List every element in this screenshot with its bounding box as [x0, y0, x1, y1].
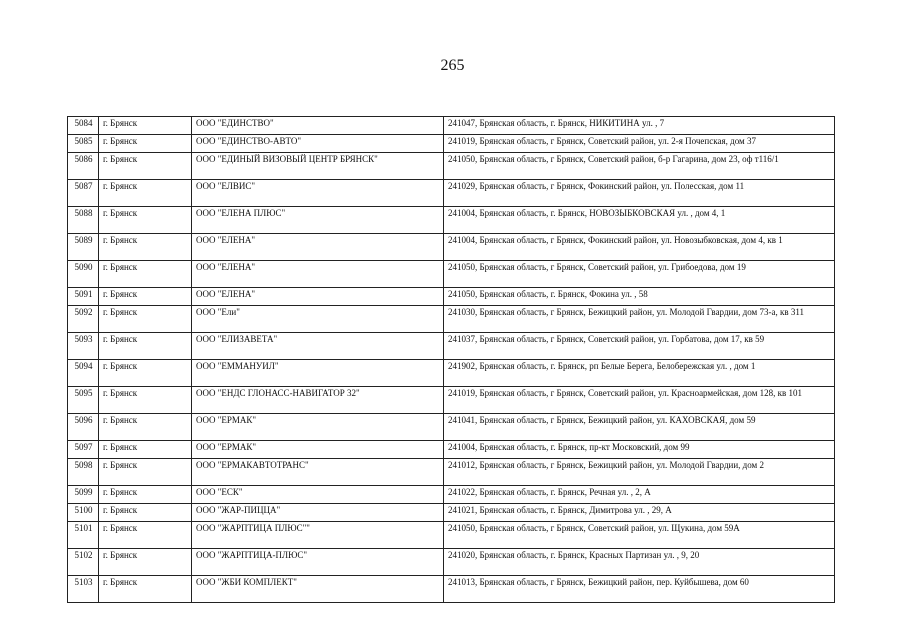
table-row — [68, 207, 835, 234]
entry-address: 241050, Брянская область, г Брянск, Советский район, ул. Щукина, дом 59А — [444, 522, 835, 549]
entry-address: 241021, Брянская область, г. Брянск, Димитрова ул. , 29, А — [444, 504, 835, 522]
table-row — [68, 576, 835, 603]
entry-number: 5095 — [68, 387, 99, 414]
entry-city: г. Брянск — [99, 207, 192, 234]
entry-address: 241019, Брянская область, г Брянск, Советский район, ул. Красноармейская, дом 128, кв 101 — [444, 387, 835, 414]
entry-number: 5091 — [68, 288, 99, 306]
entry-address: 241030, Брянская область, г Брянск, Бежицкий район, ул. Молодой Гвардии, дом 73-а, кв 311 — [444, 306, 835, 333]
entry-number: 5101 — [68, 522, 99, 549]
entry-name: ООО "ЕНДС ГЛОНАСС-НАВИГАТОР 32" — [192, 387, 444, 414]
table-row — [68, 441, 835, 459]
entry-address: 241004, Брянская область, г. Брянск, НОВОЗЫБКОВСКАЯ ул. , дом 4, 1 — [444, 207, 835, 234]
entry-number: 5086 — [68, 153, 99, 180]
entry-city: г. Брянск — [99, 153, 192, 180]
registry-table — [67, 116, 835, 603]
entry-city: г. Брянск — [99, 117, 192, 135]
entry-city: г. Брянск — [99, 360, 192, 387]
entry-number: 5089 — [68, 234, 99, 261]
table-row — [68, 333, 835, 360]
entry-city: г. Брянск — [99, 414, 192, 441]
entry-city: г. Брянск — [99, 180, 192, 207]
page-number: 265 — [440, 57, 465, 74]
entry-name: ООО "ЕЛЕНА" — [192, 261, 444, 288]
table-row — [68, 549, 835, 576]
entry-city: г. Брянск — [99, 288, 192, 306]
entry-name: ООО "ЕЛЕНА" — [192, 288, 444, 306]
table-row — [68, 306, 835, 333]
entry-name: ООО "ЕДИНЫЙ ВИЗОВЫЙ ЦЕНТР БРЯНСК" — [192, 153, 444, 180]
entry-address: 241047, Брянская область, г. Брянск, НИКИТИНА ул. , 7 — [444, 117, 835, 135]
entry-city: г. Брянск — [99, 306, 192, 333]
entry-number: 5102 — [68, 549, 99, 576]
entry-name: ООО "ЕЛЕНА ПЛЮС" — [192, 207, 444, 234]
entry-name: ООО "ЖАРПТИЦА-ПЛЮС" — [192, 549, 444, 576]
entry-name: ООО "ЕЛЕНА" — [192, 234, 444, 261]
entry-number: 5092 — [68, 306, 99, 333]
table-row — [68, 153, 835, 180]
entry-name: ООО "ЖАРПТИЦА ПЛЮС"" — [192, 522, 444, 549]
entry-name: ООО "ЕРМАК" — [192, 441, 444, 459]
entry-name: ООО "ЖБИ КОМПЛЕКТ" — [192, 576, 444, 603]
entry-address: 241050, Брянская область, г Брянск, Советский район, ул. Грибоедова, дом 19 — [444, 261, 835, 288]
entry-city: г. Брянск — [99, 486, 192, 504]
entry-number: 5084 — [68, 117, 99, 135]
entry-address: 241029, Брянская область, г Брянск, Фокинский район, ул. Полесская, дом 11 — [444, 180, 835, 207]
table-row — [68, 504, 835, 522]
entry-address: 241004, Брянская область, г. Брянск, пр-кт Московский, дом 99 — [444, 441, 835, 459]
entry-address: 241004, Брянская область, г Брянск, Фокинский район, ул. Новозыбковская, дом 4, кв 1 — [444, 234, 835, 261]
entry-address: 241012, Брянская область, г Брянск, Бежицкий район, ул. Молодой Гвардии, дом 2 — [444, 459, 835, 486]
table-row — [68, 288, 835, 306]
entry-address: 241041, Брянская область, г Брянск, Бежицкий район, ул. КАХОВСКАЯ, дом 59 — [444, 414, 835, 441]
entry-name: ООО "ЕРМАКАВТОТРАНС" — [192, 459, 444, 486]
entry-city: г. Брянск — [99, 459, 192, 486]
entry-city: г. Брянск — [99, 387, 192, 414]
entry-city: г. Брянск — [99, 261, 192, 288]
table-row — [68, 522, 835, 549]
table-row — [68, 459, 835, 486]
table-row — [68, 117, 835, 135]
entry-address: 241019, Брянская область, г Брянск, Советский район, ул. 2-я Почепская, дом 37 — [444, 135, 835, 153]
entry-city: г. Брянск — [99, 333, 192, 360]
table-row — [68, 180, 835, 207]
entry-number: 5090 — [68, 261, 99, 288]
entry-name: ООО "ЕДИНСТВО-АВТО" — [192, 135, 444, 153]
entry-number: 5096 — [68, 414, 99, 441]
entry-address: 241037, Брянская область, г Брянск, Советский район, ул. Горбатова, дом 17, кв 59 — [444, 333, 835, 360]
table-row — [68, 234, 835, 261]
entry-address: 241022, Брянская область, г. Брянск, Речная ул. , 2, А — [444, 486, 835, 504]
table-row — [68, 387, 835, 414]
entry-number: 5093 — [68, 333, 99, 360]
entry-address: 241902, Брянская область, г. Брянск, рп Белые Берега, Белобережская ул. , дом 1 — [444, 360, 835, 387]
table-row — [68, 261, 835, 288]
entry-name: ООО "ЕДИНСТВО" — [192, 117, 444, 135]
table-row — [68, 486, 835, 504]
entry-city: г. Брянск — [99, 234, 192, 261]
entry-address: 241050, Брянская область, г. Брянск, Фокина ул. , 58 — [444, 288, 835, 306]
entry-name: ООО "ЕРМАК" — [192, 414, 444, 441]
entry-name: ООО "ЖАР-ПИЦЦА" — [192, 504, 444, 522]
entry-address: 241020, Брянская область, г. Брянск, Красных Партизан ул. , 9, 20 — [444, 549, 835, 576]
entry-number: 5103 — [68, 576, 99, 603]
entry-number: 5085 — [68, 135, 99, 153]
entry-number: 5094 — [68, 360, 99, 387]
table-row — [68, 360, 835, 387]
registry-body — [68, 117, 835, 603]
entry-city: г. Брянск — [99, 441, 192, 459]
entry-city: г. Брянск — [99, 135, 192, 153]
entry-number: 5098 — [68, 459, 99, 486]
table-row — [68, 414, 835, 441]
entry-city: г. Брянск — [99, 504, 192, 522]
entry-city: г. Брянск — [99, 549, 192, 576]
entry-name: ООО "ЕЛИЗАВЕТА" — [192, 333, 444, 360]
entry-address: 241013, Брянская область, г Брянск, Бежицкий район, пер. Куйбышева, дом 60 — [444, 576, 835, 603]
entry-name: ООО "ЕЛВИС" — [192, 180, 444, 207]
entry-number: 5099 — [68, 486, 99, 504]
entry-name: ООО "Ели" — [192, 306, 444, 333]
entry-address: 241050, Брянская область, г Брянск, Советский район, б-р Гагарина, дом 23, оф т116/1 — [444, 153, 835, 180]
entry-name: ООО "ЕСК" — [192, 486, 444, 504]
entry-number: 5088 — [68, 207, 99, 234]
entry-city: г. Брянск — [99, 576, 192, 603]
entry-number: 5097 — [68, 441, 99, 459]
entry-name: ООО "ЕММАНУИЛ" — [192, 360, 444, 387]
entry-city: г. Брянск — [99, 522, 192, 549]
table-row — [68, 135, 835, 153]
entry-number: 5087 — [68, 180, 99, 207]
entry-number: 5100 — [68, 504, 99, 522]
